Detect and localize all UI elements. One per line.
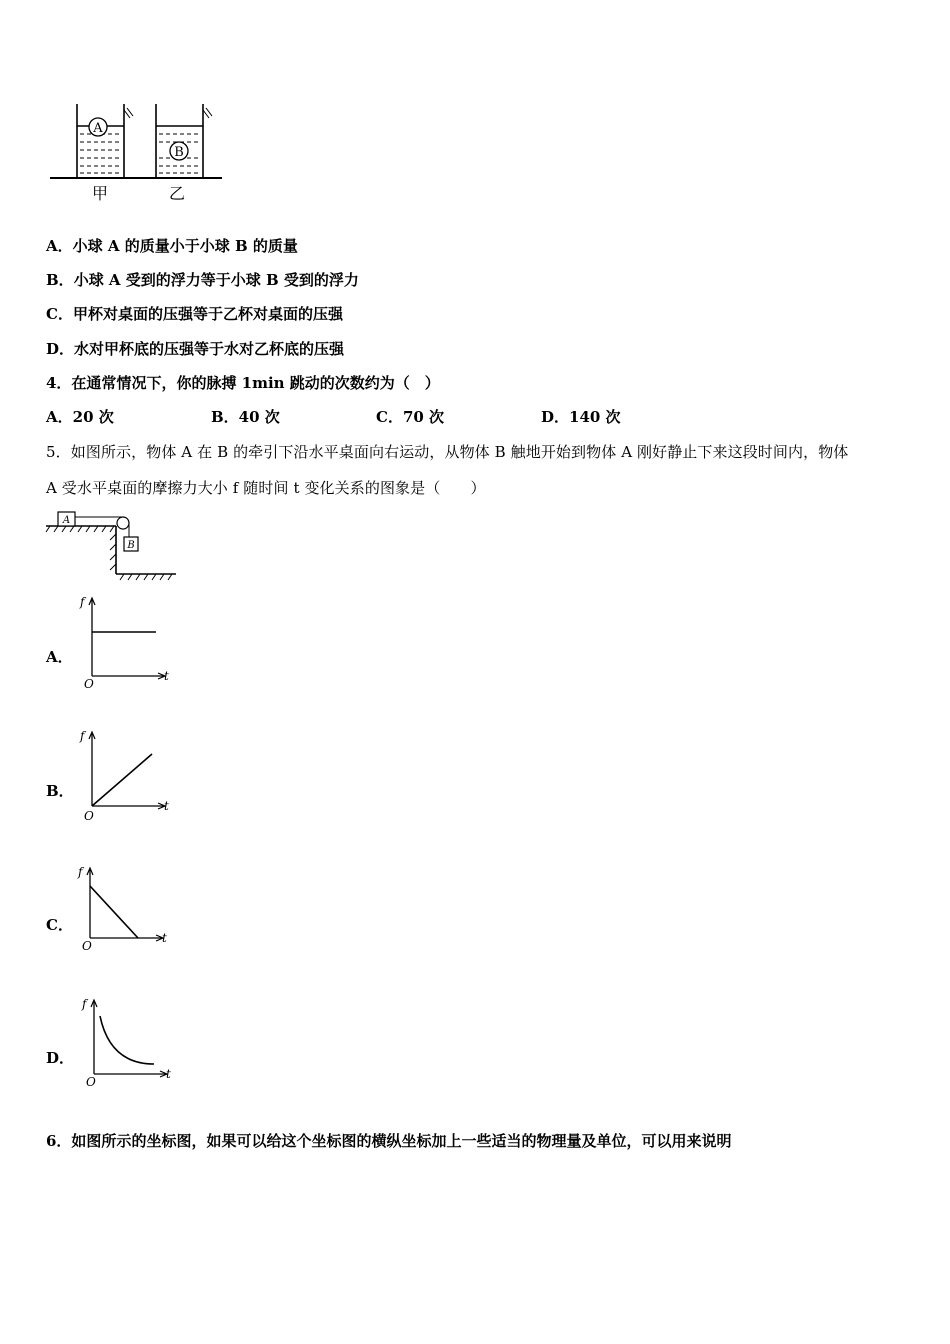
graph-option-c xyxy=(76,862,176,962)
svg-text:t: t xyxy=(164,669,169,683)
svg-text:O: O xyxy=(84,809,94,823)
svg-text:t: t xyxy=(166,1067,171,1081)
ball-a-label: A xyxy=(93,121,103,136)
q5-option-d-label: D． xyxy=(46,1049,75,1067)
svg-text:t: t xyxy=(162,931,167,945)
svg-text:f: f xyxy=(80,729,85,743)
label-jia: 甲 xyxy=(91,184,109,203)
graph-option-a xyxy=(78,592,178,692)
block-b-label: B xyxy=(127,540,135,551)
q4-option-c: C．70 次 xyxy=(376,408,445,426)
svg-text:t: t xyxy=(164,799,169,813)
q5-stem-line2: A 受水平桌面的摩擦力大小 f 随时间 t 变化关系的图象是（ ） xyxy=(46,479,486,497)
svg-text:O: O xyxy=(82,939,92,953)
q5-stem-line1: 5．如图所示，物体 A 在 B 的牵引下沿水平桌面向右运动，从物体 B 触地开始到物体 A 刚好静止下来这段时间内，物体 xyxy=(46,443,849,461)
q5-option-b-label: B． xyxy=(46,782,74,800)
q4-option-a: A．20 次 xyxy=(46,408,114,426)
ball-b-label: B xyxy=(174,145,184,160)
graph-b-curve xyxy=(92,754,152,806)
q5-option-c-label: C． xyxy=(46,916,73,934)
block-a-label: A xyxy=(62,515,71,526)
q4-option-d: D．140 次 xyxy=(541,408,621,426)
q5-option-a-label: A． xyxy=(46,648,73,666)
svg-text:f: f xyxy=(80,595,85,609)
svg-text:f: f xyxy=(78,865,83,879)
graph-d-curve xyxy=(100,1016,154,1064)
q3-option-d: D．水对甲杯底的压强等于水对乙杯底的压强 xyxy=(46,340,345,358)
label-yi: 乙 xyxy=(168,184,186,203)
q3-option-c: C．甲杯对桌面的压强等于乙杯对桌面的压强 xyxy=(46,305,343,323)
q3-option-a: A．小球 A 的质量小于小球 B 的质量 xyxy=(46,237,298,255)
pulley-figure xyxy=(44,506,184,582)
q6-stem: 6．如图所示的坐标图，如果可以给这个坐标图的横纵坐标加上一些适当的物理量及单位，可以用来说明 xyxy=(46,1132,732,1150)
svg-text:O: O xyxy=(86,1075,96,1089)
graph-option-d xyxy=(80,994,180,1094)
q4-stem: 4．在通常情况下，你的脉搏 1min 跳动的次数约为（ ） xyxy=(46,374,440,392)
q3-option-b: B．小球 A 受到的浮力等于小球 B 受到的浮力 xyxy=(46,271,359,289)
graph-option-b xyxy=(78,726,178,826)
svg-text:f: f xyxy=(82,997,87,1011)
cups-figure xyxy=(44,98,234,208)
q4-option-b: B．40 次 xyxy=(211,408,280,426)
graph-c-curve xyxy=(90,886,138,938)
svg-text:O: O xyxy=(84,677,94,691)
